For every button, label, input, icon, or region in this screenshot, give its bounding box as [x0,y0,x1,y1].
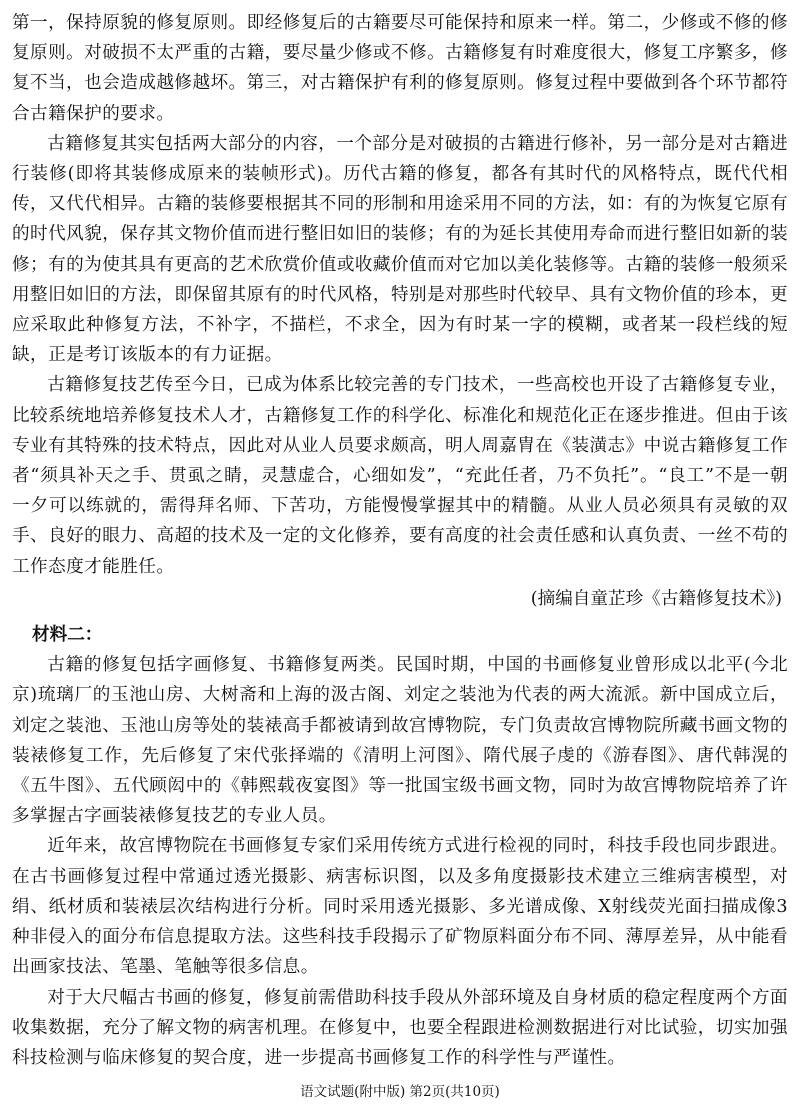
paragraph-technology: 近年来，故宫博物院在书画修复专家们采用传统方式进行检视的同时，科技手段也同步跟进。在古书画修复过程中常通过透光摄影、病害标识图，以及多角度摄影技术建立三维病害模型，对绢、纸材质和装裱层次结构进行分析。同时采用透光摄影、多光谱成像、X射线荧光面扫描成像3种非侵入的面分布信息提取方法。这些科技手段揭示了矿物原料面分布不同、薄厚差异，从中能看出画家技法、笔墨、笔触等很多信息。 [12,836,788,978]
material-two-heading: 材料二： [32,624,103,646]
paragraph-large-works: 对于大尺幅古书画的修复，修复前需借助科技手段从外部环境及自身材质的稳定程度两个方面收集数据，充分了解文物的病害机理。在修复中，也要全程跟进检测数据进行对比试验，切实加强科技检测与临床修复的契合度，进一步提高书画修复工作的科学性与严谨性。 [12,987,788,1068]
paragraph-principles: 第一，保持原貌的修复原则。即经修复后的古籍要尽可能保持和原来一样。第二，少修或不修的修复原则。对破损不太严重的古籍，要尽量少修或不修。古籍修复有时难度很大，修复工序繁多，修复不当，也会造成越修越坏。第三，对古籍保护有利的修复原则。修复过程中要做到各个环节都符合古籍保护的要求。 [12,13,788,124]
source-citation: (摘编自童芷珍《古籍修复技术》) [530,588,782,609]
paragraph-painting-repair: 古籍的修复包括字画修复、书籍修复两类。民国时期，中国的书画修复业曾形成以北平(今北京)琉璃厂的玉池山房、大树斋和上海的汲古阁、刘定之装池为代表的两大流派。新中国成立后，刘定之装池、玉池山房等处的装裱高手都被请到故宫博物院，专门负责故宫博物院所藏书画文物的装裱修复工作，先后修复了宋代张择端的《清明上河图》、隋代展子虔的《游春图》、唐代韩滉的《五牛图》、五代顾闳中的《韩熙载夜宴图》等一批国宝级书画文物，同时为故宫博物院培养了许多掌握古字画装裱修复技艺的专业人员。 [12,655,788,827]
paragraph-repair-skills: 古籍修复技艺传至今日，已成为体系比较完善的专门技术，一些高校也开设了古籍修复专业，比较系统地培养修复技术人才，古籍修复工作的科学化、标准化和规范化正在逐步推进。但由于该专业有其特殊的技术特点，因此对从业人员要求颇高，明人周嘉胄在《装潢志》中说古籍修复工作者“须具补天之手、贯虱之睛，灵慧虚合，心细如发”，“充此任者，乃不负托”。“良工”不是一朝一夕可以练就的，需得拜名师、下苦功，方能慢慢掌握其中的精髓。从业人员必须具有灵敏的双手、良好的眼力、高超的技术及一定的文化修养，要有高度的社会责任感和认真负责、一丝不苟的工作态度才能胜任。 [12,375,788,577]
page-footer: 语文试题(附中版) 第2页(共10页) [300,1084,500,1100]
paragraph-repair-content: 古籍修复其实包括两大部分的内容，一个部分是对破损的古籍进行修补，另一部分是对古籍进行装修(即将其装修成原来的装帧形式)。历代古籍的修复，都各有其时代的风格特点，既代代相传，又代代相异。古籍的装修要根据其不同的形制和用途采用不同的方法，如：有的为恢复它原有的时代风貌，保存其文物价值而进行整旧如旧的装修；有的为延长其使用寿命而进行整旧如新的装修；有的为使其具有更高的艺术欣赏价值或收藏价值而对它加以美化装修等。古籍的装修一般须采用整旧如旧的方法，即保留其原有的时代风格，特别是对那些时代较早、具有文物价值的珍本，更应采取此种修复方法，不补字，不描栏，不求全，因为有时某一字的模糊，或者某一段栏线的短缺，正是考订该版本的有力证据。 [12,133,788,366]
